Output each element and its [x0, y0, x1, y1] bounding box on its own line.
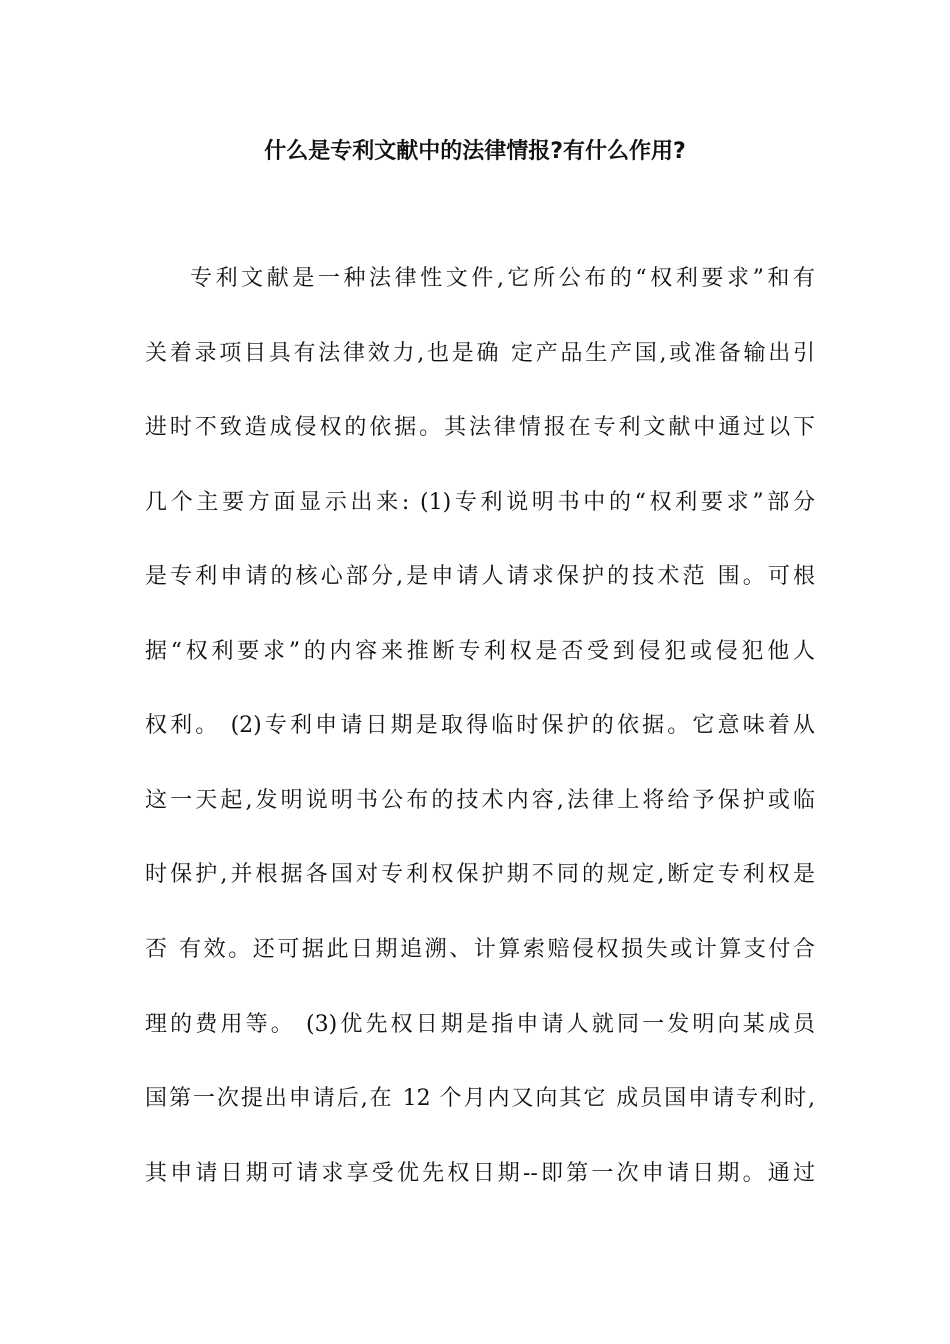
paragraph-line: 几个主要方面显示出来: (1)专利说明书中的“权利要求”部分 — [145, 490, 815, 515]
paragraph-line: 国第一次提出申请后,在 12 个月内又向其它 成员国申请专利时, — [145, 1086, 815, 1111]
document-title: 什么是专利文献中的法律情报?有什么作用? — [264, 139, 686, 164]
paragraph-line: 这一天起,发明说明书公布的技术内容,法律上将给予保护或临 — [145, 788, 815, 813]
paragraph-line: 权利。 (2)专利申请日期是取得临时保护的依据。它意味着从 — [145, 713, 815, 738]
paragraph-line: 时保护,并根据各国对专利权保护期不同的规定,断定专利权是 — [145, 862, 815, 887]
paragraph-line: 关着录项目具有法律效力,也是确 定产品生产国,或准备输出引 — [145, 341, 815, 366]
paragraph-line: 据“权利要求”的内容来推断专利权是否受到侵犯或侵犯他人 — [145, 639, 815, 664]
paragraph-line: 否 有效。还可据此日期追溯、计算索赔侵权损失或计算支付合 — [145, 937, 815, 962]
paragraph-line: 其申请日期可请求享受优先权日期--即第一次申请日期。通过 — [145, 1161, 815, 1186]
paragraph-line: 专利文献是一种法律性文件,它所公布的“权利要求”和有 — [190, 266, 815, 291]
paragraph-line: 理的费用等。 (3)优先权日期是指申请人就同一发明向某成员 — [145, 1012, 815, 1037]
paragraph-line: 进时不致造成侵权的依据。其法律情报在专利文献中通过以下 — [145, 415, 815, 440]
paragraph-line: 是专利申请的核心部分,是申请人请求保护的技术范 围。可根 — [145, 564, 815, 589]
